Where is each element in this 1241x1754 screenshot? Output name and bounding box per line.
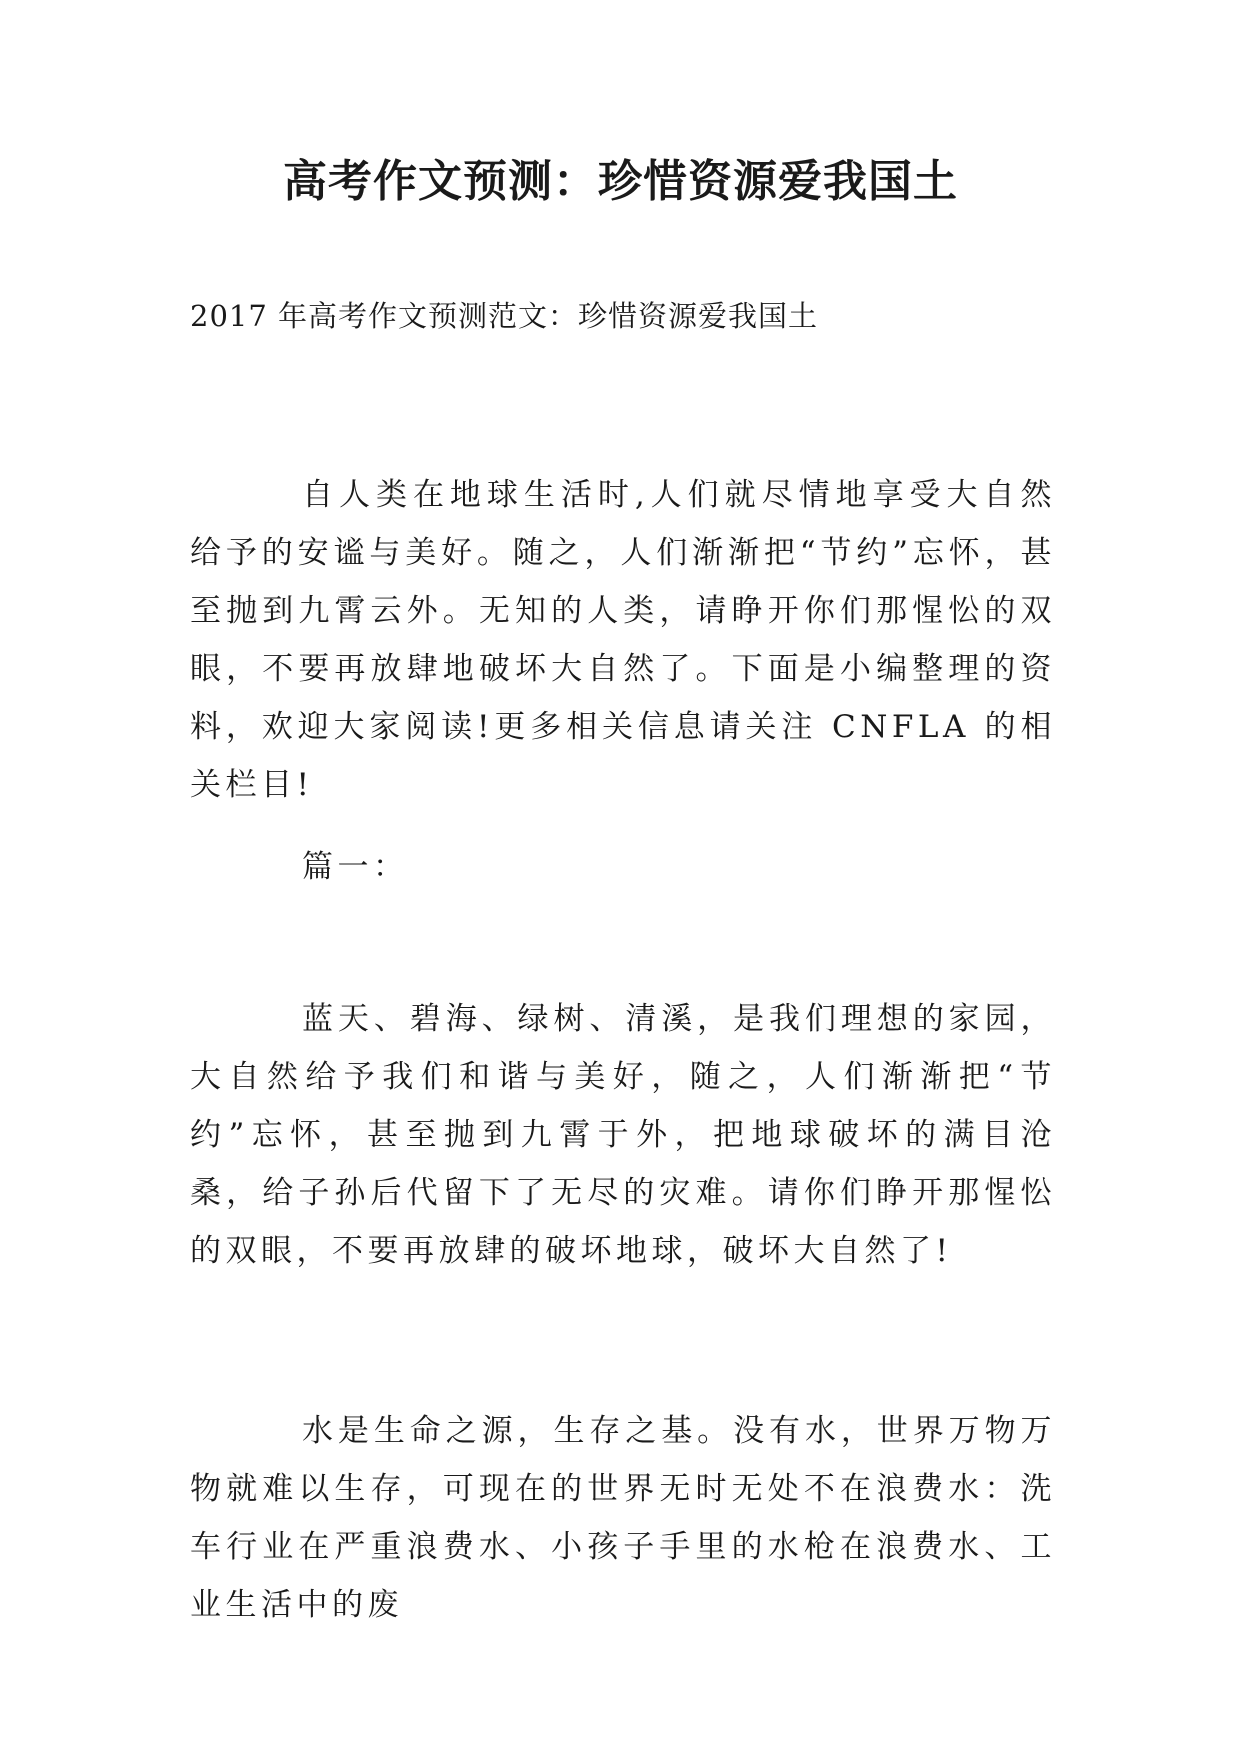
body-paragraph-1: 蓝天、碧海、绿树、清溪，是我们理想的家园，大自然给予我们和谐与美好，随之，人们渐渐把“节约”忘怀，甚至抛到九霄于外，把地球破坏的满目沧桑，给子孙后代留下了无尽的灾难。请你们睁开那惺忪的双眼，不要再放肆的破坏地球，破坏大自然了!: [190, 1001, 1056, 1269]
section-heading: 篇一：: [302, 849, 409, 885]
intro-paragraph: 自人类在地球生活时,人们就尽情地享受大自然给予的安谧与美好。随之，人们渐渐把“节约”忘怀，甚至抛到九霄云外。无知的人类，请睁开你们那惺忪的双眼，不要再放肆地破坏大自然了。下面是小编整理的资料，欢迎大家阅读!更多相关信息请关注 CNFLA 的相关栏目!: [190, 477, 1056, 803]
document-subtitle: 2017 年高考作文预测范文：珍惜资源爱我国土: [190, 299, 819, 333]
document-title: 高考作文预测：珍惜资源爱我国土: [283, 156, 958, 207]
body-paragraph-2: 水是生命之源，生存之基。没有水，世界万物万物就难以生存，可现在的世界无时无处不在浪费水：洗车行业在严重浪费水、小孩子手里的水枪在浪费水、工业生活中的废: [190, 1413, 1056, 1623]
